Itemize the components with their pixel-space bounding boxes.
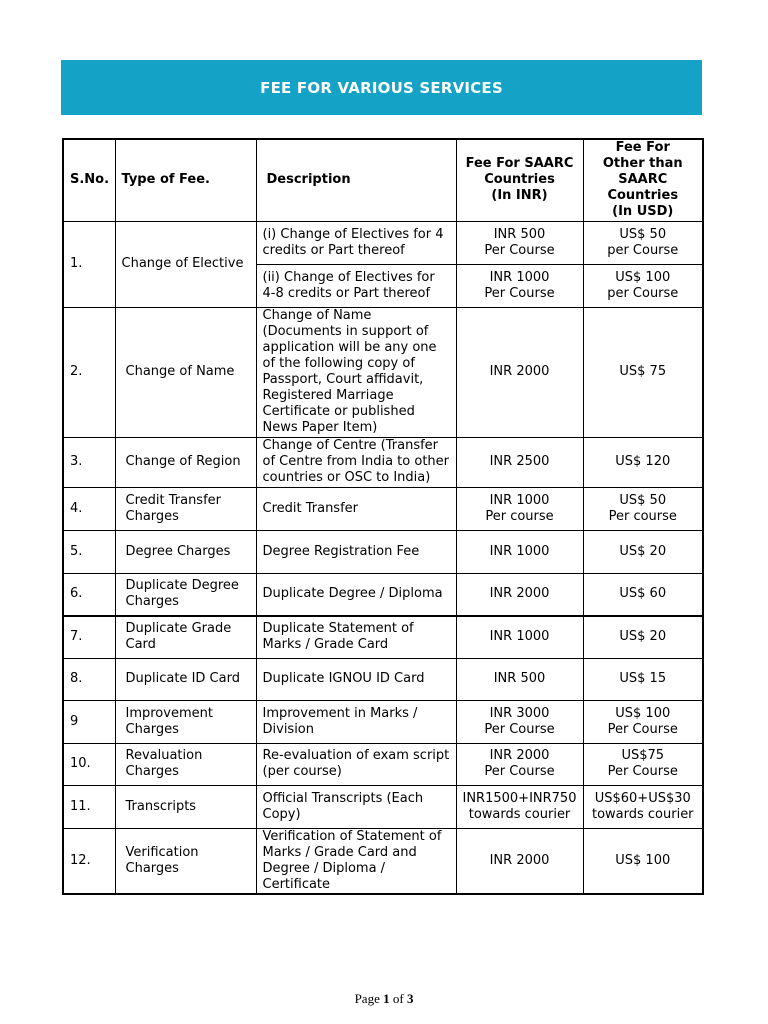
inr-fee-cell: INR 1000 Per course — [456, 487, 583, 530]
usd-fee-cell: US$ 15 — [583, 658, 703, 700]
type-cell: Change of Region — [115, 437, 256, 487]
usd-fee-cell: US$ 100 — [583, 828, 703, 894]
inr-fee-cell: INR 1000 — [456, 616, 583, 658]
description-cell: Duplicate IGNOU ID Card — [256, 658, 456, 700]
description-cell: Official Transcripts (Each Copy) — [256, 785, 456, 828]
fee-table — [62, 138, 704, 895]
description-cell: Change of Centre (Transfer of Centre from India to other countries or OSC to India) — [256, 437, 456, 487]
type-cell: Duplicate Degree Charges — [115, 573, 256, 616]
usd-fee-cell: US$ 50 per Course — [583, 221, 703, 264]
total-pages: 3 — [406, 991, 414, 1006]
sno-cell: 2. — [63, 307, 115, 437]
inr-fee-cell: INR 2000 — [456, 573, 583, 616]
sno-cell: 12. — [63, 828, 115, 894]
description-cell: (i) Change of Electives for 4 credits or Part thereof — [256, 221, 456, 264]
inr-fee-cell: INR 3000 Per Course — [456, 700, 583, 743]
inr-fee-cell: INR 1000 Per Course — [456, 264, 583, 307]
table-row — [63, 487, 703, 530]
usd-fee-cell: US$ 75 — [583, 307, 703, 437]
usd-fee-cell: US$ 60 — [583, 573, 703, 616]
sno-cell: 8. — [63, 658, 115, 700]
sno-cell: 4. — [63, 487, 115, 530]
title-banner — [61, 60, 702, 115]
table-row — [63, 437, 703, 487]
inr-fee-cell: INR 500 Per Course — [456, 221, 583, 264]
description-cell: Improvement in Marks / Division — [256, 700, 456, 743]
sno-cell: 11. — [63, 785, 115, 828]
type-cell: Credit Transfer Charges — [115, 487, 256, 530]
inr-fee-cell: INR 500 — [456, 658, 583, 700]
type-cell: Improvement Charges — [115, 700, 256, 743]
sno-cell: 9 — [63, 700, 115, 743]
description-cell: Change of Name (Documents in support of application will be any one of the following copy of Passport, Court affidavit, Registered Marriage Certificate or published News Paper Item) — [256, 307, 456, 437]
sno-cell: 5. — [63, 530, 115, 573]
table-row — [63, 307, 703, 437]
type-cell: Duplicate Grade Card — [115, 616, 256, 658]
sno-cell: 10. — [63, 743, 115, 785]
usd-fee-cell: US$ 100 per Course — [583, 264, 703, 307]
description-cell: (ii) Change of Electives for 4-8 credits or Part thereof — [256, 264, 456, 307]
description-cell: Verification of Statement of Marks / Grade Card and Degree / Diploma / Certificate — [256, 828, 456, 894]
type-cell: Change of Name — [115, 307, 256, 437]
type-cell: Degree Charges — [115, 530, 256, 573]
header-description: Description — [256, 139, 456, 221]
current-page: 1 — [383, 991, 390, 1006]
sno-cell: 1. — [63, 221, 115, 307]
usd-fee-cell: US$ 20 — [583, 530, 703, 573]
usd-fee-cell: US$ 50 Per course — [583, 487, 703, 530]
table-row — [63, 658, 703, 700]
type-cell: Verification Charges — [115, 828, 256, 894]
header-row — [63, 139, 703, 221]
description-cell: Degree Registration Fee — [256, 530, 456, 573]
table-row — [63, 785, 703, 828]
usd-fee-cell: US$60+US$30 towards courier — [583, 785, 703, 828]
sno-cell: 7. — [63, 616, 115, 658]
type-cell: Change of Elective — [115, 221, 256, 307]
inr-fee-cell: INR 2500 — [456, 437, 583, 487]
table-row — [63, 530, 703, 573]
type-cell: Transcripts — [115, 785, 256, 828]
header-sno: S.No. — [63, 139, 115, 221]
inr-fee-cell: INR 2000 — [456, 828, 583, 894]
usd-fee-cell: US$ 100 Per Course — [583, 700, 703, 743]
header-other: Fee For Other than SAARC Countries (In USD) — [583, 139, 703, 221]
type-cell: Duplicate ID Card — [115, 658, 256, 700]
page-footer: Page 1 of 3 — [354, 991, 414, 1006]
usd-fee-cell: US$75 Per Course — [583, 743, 703, 785]
sno-cell: 6. — [63, 573, 115, 616]
usd-fee-cell: US$ 20 — [583, 616, 703, 658]
table-row — [63, 743, 703, 785]
sno-cell: 3. — [63, 437, 115, 487]
inr-fee-cell: INR1500+INR750 towards courier — [456, 785, 583, 828]
table-row — [63, 221, 703, 264]
type-cell: Revaluation Charges — [115, 743, 256, 785]
usd-fee-cell: US$ 120 — [583, 437, 703, 487]
page-title: FEE FOR VARIOUS SERVICES — [260, 78, 503, 97]
description-cell: Credit Transfer — [256, 487, 456, 530]
table-row — [63, 616, 703, 658]
description-cell: Re-evaluation of exam script (per course) — [256, 743, 456, 785]
header-saarc: Fee For SAARC Countries (In INR) — [456, 139, 583, 221]
description-cell: Duplicate Degree / Diploma — [256, 573, 456, 616]
table-row — [63, 700, 703, 743]
table-row — [63, 573, 703, 616]
description-cell: Duplicate Statement of Marks / Grade Card — [256, 616, 456, 658]
header-type: Type of Fee. — [115, 139, 256, 221]
inr-fee-cell: INR 2000 — [456, 307, 583, 437]
table-row — [63, 828, 703, 894]
inr-fee-cell: INR 2000 Per Course — [456, 743, 583, 785]
inr-fee-cell: INR 1000 — [456, 530, 583, 573]
